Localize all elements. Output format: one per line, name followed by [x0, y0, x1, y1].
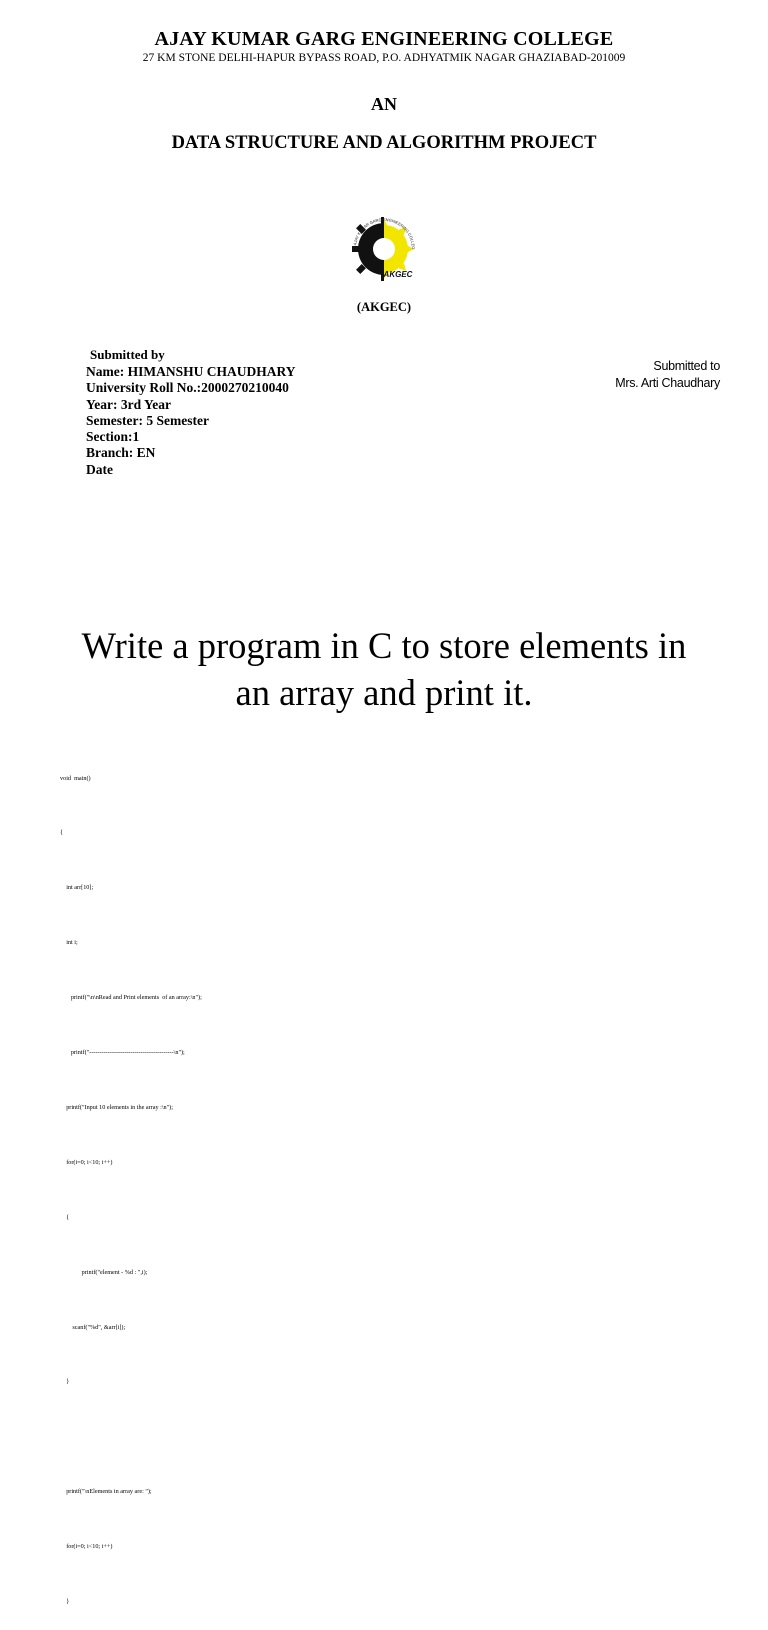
student-details: [86, 364, 296, 478]
submitted-by-label: Submitted by: [90, 347, 165, 362]
student-section: Section:1: [86, 429, 140, 445]
code-line: for(i=0; i<10; i++): [60, 1543, 113, 1551]
question-line-2: an array and print it.: [235, 672, 533, 713]
project-title: DATA STRUCTURE AND ALGORITHM PROJECT: [171, 133, 597, 153]
code-line: }: [60, 1378, 70, 1386]
akgec-caption: (AKGEC): [356, 300, 412, 314]
student-name: Name: HIMANSHU CHAUDHARY: [86, 364, 296, 379]
code-line: {: [60, 1213, 70, 1221]
student-branch: Branch: EN: [86, 445, 156, 461]
code-listing: [60, 733, 202, 1630]
code-line: int arr[10];: [60, 884, 94, 892]
code-line: void main(): [60, 774, 91, 782]
question-heading: [0, 622, 768, 716]
roll-number: University Roll No.:2000270210040: [86, 380, 289, 396]
code-line: [60, 1428, 202, 1446]
submission-date: Date: [86, 461, 113, 477]
code-line: for(i=0; i<10; i++): [60, 1158, 113, 1166]
code-line: }: [60, 1597, 70, 1605]
question-line-1: Write a program in C to store elements in: [81, 625, 687, 666]
code-line: printf("\n\nRead and Print elements of an array:\n");: [60, 994, 202, 1002]
teacher-name: Mrs. Arti Chaudhary: [615, 375, 720, 390]
logo-emblem-text: AKGEC: [383, 270, 413, 279]
code-line: printf("Input 10 elements in the array :\n");: [60, 1103, 173, 1111]
code-line: printf("element - %d : ",i);: [60, 1268, 148, 1276]
code-line: {: [60, 829, 63, 837]
code-line: printf("-----------------------------------------\n");: [60, 1049, 185, 1057]
akgec-logo-icon: [348, 213, 420, 285]
code-line: scanf("%d", &arr[i]);: [60, 1323, 126, 1331]
college-address: 27 KM STONE DELHI-HAPUR BYPASS ROAD, P.O. ADHYATMIK NAGAR GHAZIABAD-201009: [142, 52, 626, 64]
title-an: AN: [371, 94, 397, 114]
submitted-to-label: Submitted to: [653, 359, 720, 373]
submitted-to-block: [615, 358, 720, 391]
college-name: AJAY KUMAR GARG ENGINEERING COLLEGE: [154, 28, 614, 50]
code-line: printf("\nElements in array are: ");: [60, 1488, 152, 1496]
logo-ring-text: AJAY KUMAR GARG ENGINEERING COLLEG: [352, 216, 417, 250]
student-semester: Semester: 5 Semester: [86, 412, 209, 428]
code-line: int i;: [60, 939, 78, 947]
student-year: Year: 3rd Year: [86, 396, 171, 412]
